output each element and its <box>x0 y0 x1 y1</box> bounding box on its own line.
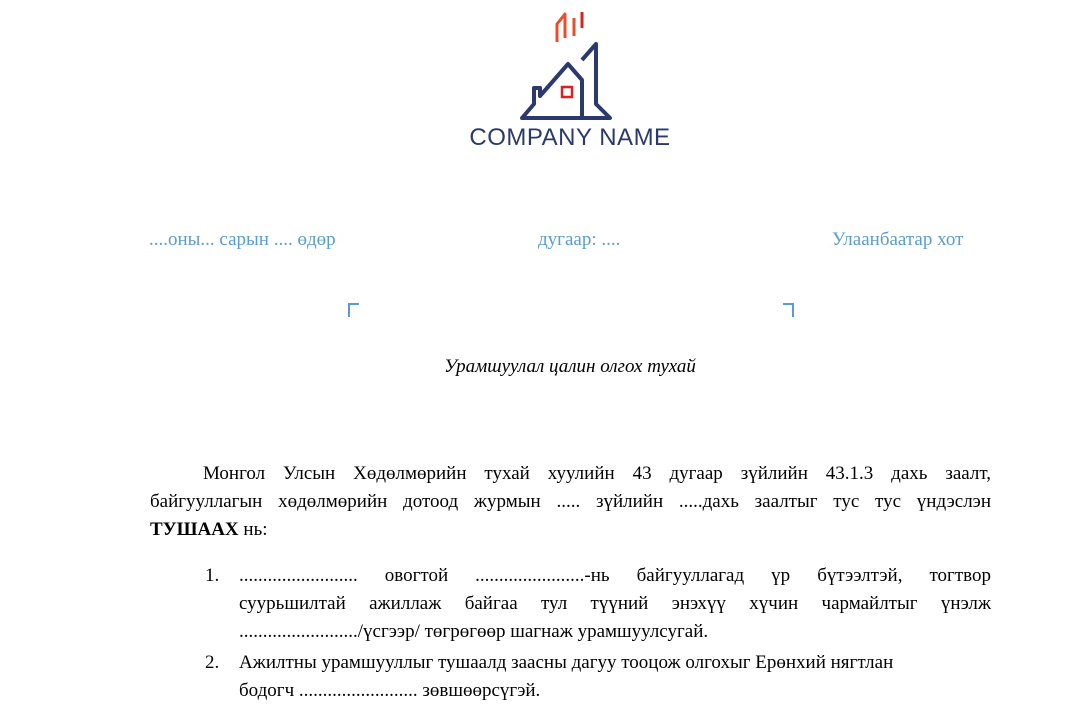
order-word: ТУШААХ <box>150 519 239 540</box>
list-item-line: бодогч ......................... зөвшөөрсүгэй. <box>239 680 541 701</box>
document-number: дугаар: .... <box>538 229 621 250</box>
order-suffix: нь: <box>238 519 268 540</box>
logo-window <box>562 87 572 97</box>
logo-right-building <box>582 44 610 118</box>
list-item-line: Ажилтны урамшууллыг тушаалд заасны дагуу тооцож олгохыг Ерөнхий нягтлан <box>239 652 894 673</box>
logo-orange-tower-left <box>557 14 565 42</box>
preamble-paragraph <box>150 460 991 544</box>
order-line <box>150 516 991 544</box>
document-city: Улаанбаатар хот <box>832 229 964 250</box>
company-logo-icon <box>510 8 626 122</box>
list-item-line: ......................... овогтой .......................-нь байгууллагад үр бүтээлтэй, тогтвор <box>239 565 991 586</box>
list-item-line: суурьшилтай ажиллаж байгаа тул түүний энэхүү хүчин чармайлтыг үнэлж <box>239 593 991 614</box>
order-list <box>205 562 991 708</box>
subject-bracket-left <box>348 303 359 317</box>
preamble-line-2: байгууллагын хөдөлмөрийн дотоод журмын ..... зүйлийн .....дахь заалтыг тус тус үндэслэн <box>150 491 991 512</box>
list-item-number: 1. <box>205 565 220 586</box>
document-subject: Урамшуулал цалин олгох тухай <box>444 356 696 377</box>
list-item <box>205 562 991 646</box>
list-item <box>205 649 991 705</box>
list-item-number: 2. <box>205 652 220 673</box>
list-item-line: ........................./үсгээр/ төгрөгөөр шагнаж урамшуулсугай. <box>239 621 709 642</box>
company-name: COMPANY NAME <box>469 124 671 151</box>
document-date: ....оны... сарын .... өдөр <box>149 229 336 250</box>
subject-bracket-right <box>783 303 794 317</box>
preamble-line-1: Монгол Улсын Хөдөлмөрийн тухай хуулийн 43 дугаар зүйлийн 43.1.3 дахь заалт, <box>203 463 991 484</box>
